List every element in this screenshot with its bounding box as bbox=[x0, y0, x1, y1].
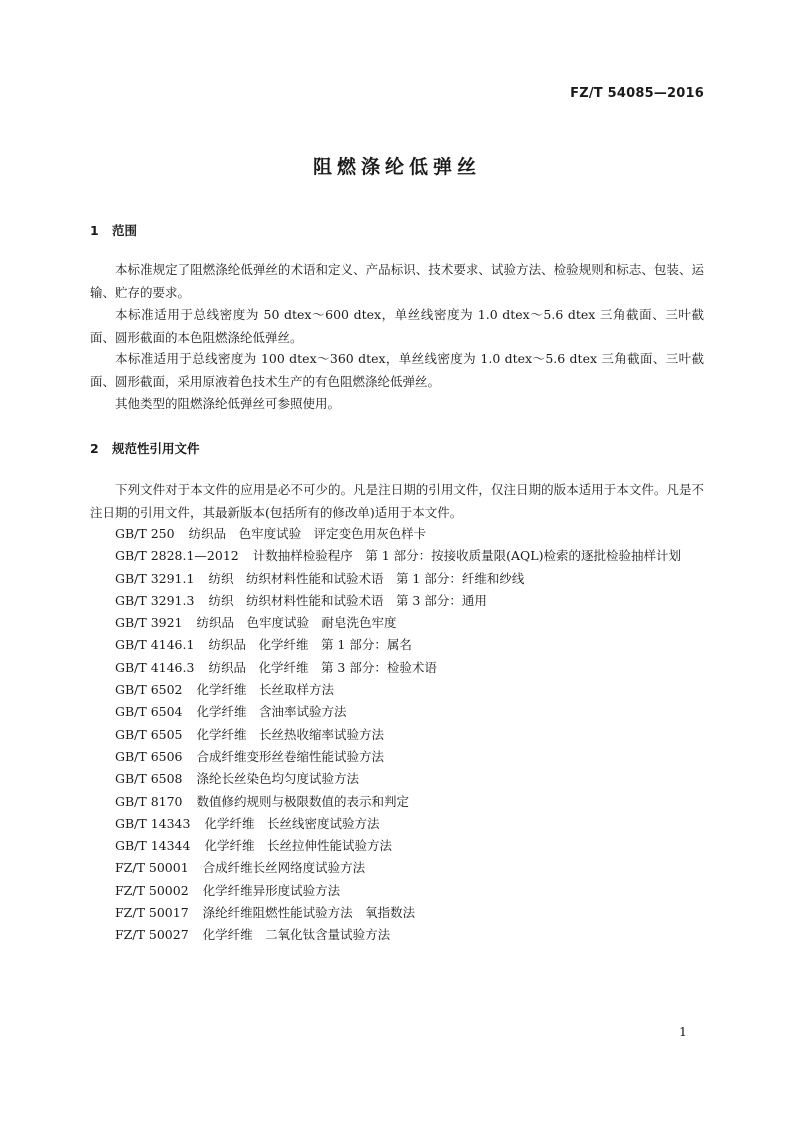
page-number: 1 bbox=[679, 1024, 687, 1039]
reference-code: GB/T 8170 bbox=[115, 793, 183, 809]
reference-title: 合成纤维长丝网络度试验方法 bbox=[202, 860, 366, 876]
reference-item bbox=[90, 523, 704, 545]
reference-item bbox=[90, 701, 704, 723]
reference-title: 化学纤维 长丝拉伸性能试验方法 bbox=[204, 838, 392, 854]
section-2-number: 2 bbox=[90, 441, 99, 456]
reference-title: 化学纤维 长丝线密度试验方法 bbox=[204, 815, 380, 831]
reference-title: 纺织品 化学纤维 第 1 部分：属名 bbox=[208, 637, 412, 653]
reference-title: 合成纤维变形丝卷缩性能试验方法 bbox=[196, 748, 385, 764]
section-1-number: 1 bbox=[90, 223, 99, 238]
reference-title: 数值修约规则与极限数值的表示和判定 bbox=[196, 793, 410, 809]
section-1-title: 范围 bbox=[112, 223, 138, 238]
reference-item bbox=[90, 568, 704, 590]
reference-code: FZ/T 50017 bbox=[115, 905, 189, 921]
reference-code: GB/T 3291.3 bbox=[115, 592, 195, 608]
reference-code: GB/T 14344 bbox=[115, 838, 191, 854]
reference-code: GB/T 6502 bbox=[115, 682, 183, 698]
reference-list bbox=[90, 523, 704, 947]
reference-title: 涤纶长丝染色均匀度试验方法 bbox=[196, 771, 360, 787]
reference-item bbox=[90, 612, 704, 634]
reference-code: FZ/T 50027 bbox=[115, 927, 189, 943]
reference-item bbox=[90, 924, 704, 946]
reference-item bbox=[90, 545, 704, 567]
reference-title: 纺织品 色牢度试验 评定变色用灰色样卡 bbox=[188, 526, 427, 541]
standard-code: FZ/T 54085—2016 bbox=[570, 86, 704, 101]
scope-paragraph-1: 本标准规定了阻燃涤纶低弹丝的术语和定义、产品标识、技术要求、试验方法、检验规则和标志、包装、运输、贮存的要求。 bbox=[90, 262, 704, 300]
reference-code: FZ/T 50002 bbox=[115, 882, 189, 898]
reference-title: 化学纤维 长丝取样方法 bbox=[196, 682, 335, 698]
reference-title: 化学纤维 含油率试验方法 bbox=[196, 704, 347, 720]
reference-item bbox=[90, 880, 704, 902]
reference-item bbox=[90, 791, 704, 813]
reference-code: GB/T 4146.1 bbox=[115, 637, 195, 653]
reference-item bbox=[90, 746, 704, 768]
reference-code: GB/T 6506 bbox=[115, 748, 183, 764]
reference-title: 计数抽样检验程序 第 1 部分：按接收质量限(AQL)检索的逐批检验抽样计划 bbox=[252, 548, 681, 564]
reference-code: GB/T 4146.3 bbox=[115, 659, 195, 675]
section-2-heading bbox=[90, 439, 200, 457]
reference-item bbox=[90, 590, 704, 612]
reference-item bbox=[90, 902, 704, 924]
reference-code: GB/T 3921 bbox=[115, 615, 183, 631]
section-2-title: 规范性引用文件 bbox=[112, 441, 200, 456]
reference-title: 化学纤维 长丝热收缩率试验方法 bbox=[196, 726, 385, 742]
document-title: 阻燃涤纶低弹丝 bbox=[312, 156, 481, 178]
section-1-heading bbox=[90, 221, 137, 239]
reference-item bbox=[90, 813, 704, 835]
reference-item bbox=[90, 724, 704, 746]
reference-code: GB/T 3291.1 bbox=[115, 570, 195, 586]
reference-code: GB/T 6504 bbox=[115, 704, 183, 720]
reference-title: 纺织 纺织材料性能和试验术语 第 1 部分：纤维和纱线 bbox=[208, 570, 525, 586]
reference-title: 纺织品 化学纤维 第 3 部分：检验术语 bbox=[208, 659, 437, 675]
reference-code: GB/T 2828.1—2012 bbox=[115, 548, 239, 564]
reference-code: GB/T 14343 bbox=[115, 815, 191, 831]
reference-item bbox=[90, 679, 704, 701]
references-intro: 下列文件对于本文件的应用是必不可少的。凡是注日期的引用文件，仅注日期的版本适用于本文件。凡是不注日期的引用文件，其最新版本(包括所有的修改单)适用于本文件。 bbox=[90, 482, 704, 520]
reference-item bbox=[90, 634, 704, 656]
scope-paragraph-4: 其他类型的阻燃涤纶低弹丝可参照使用。 bbox=[115, 396, 341, 411]
reference-item bbox=[90, 657, 704, 679]
reference-title: 纺织品 色牢度试验 耐皂洗色牢度 bbox=[196, 615, 397, 631]
reference-item bbox=[90, 768, 704, 790]
reference-code: GB/T 6508 bbox=[115, 771, 183, 787]
reference-title: 纺织 纺织材料性能和试验术语 第 3 部分：通用 bbox=[208, 592, 487, 608]
reference-code: FZ/T 50001 bbox=[115, 860, 189, 876]
reference-item bbox=[90, 857, 704, 879]
scope-paragraph-3: 本标准适用于总线密度为 100 dtex～360 dtex，单丝线密度为 1.0 dtex～5.6 dtex 三角截面、三叶截面、圆形截面，采用原液着色技术生产的有色阻燃涤纶低弹丝。 bbox=[90, 351, 704, 389]
reference-title: 化学纤维异形度试验方法 bbox=[202, 882, 341, 898]
reference-code: GB/T 6505 bbox=[115, 726, 183, 742]
reference-code: GB/T 250 bbox=[115, 526, 175, 541]
scope-paragraph-2: 本标准适用于总线密度为 50 dtex～600 dtex，单丝线密度为 1.0 dtex～5.6 dtex 三角截面、三叶截面、圆形截面的本色阻燃涤纶低弹丝。 bbox=[90, 307, 704, 345]
reference-title: 涤纶纤维阻燃性能试验方法 氧指数法 bbox=[202, 905, 416, 921]
reference-title: 化学纤维 二氧化钛含量试验方法 bbox=[202, 927, 391, 943]
reference-item bbox=[90, 835, 704, 857]
